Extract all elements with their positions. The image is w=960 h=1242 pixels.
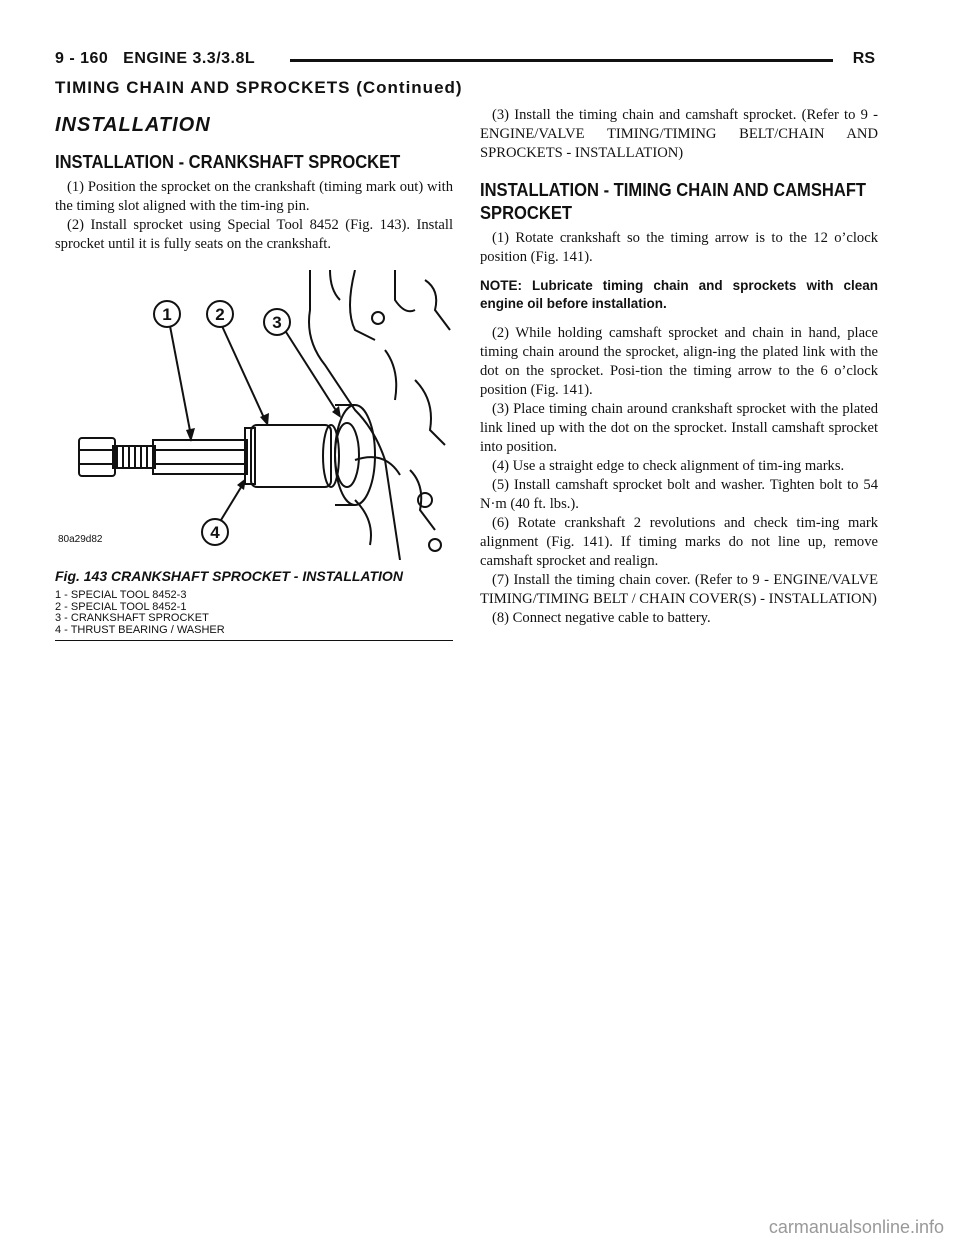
- legend-item: 4 - THRUST BEARING / WASHER: [55, 623, 225, 636]
- legend-item: 2 - SPECIAL TOOL 8452-1: [55, 600, 187, 613]
- paragraph: (2) Install sprocket using Special Tool 8452 (Fig. 143). Install sprocket until it is fully seats on the crankshaft.: [55, 217, 453, 252]
- subheading-crankshaft-sprocket: INSTALLATION - CRANKSHAFT SPROCKET: [55, 152, 401, 172]
- model-code: RS: [852, 50, 875, 67]
- step: (8) Connect negative cable to battery.: [492, 610, 711, 626]
- watermark: carmanualsonline.info: [768, 1217, 944, 1237]
- callout-3: 3: [272, 313, 282, 332]
- step: (6) Rotate crankshaft 2 revolutions and check tim-ing mark alignment (Fig. 141). If timing marks do not line up, remove camshaft sprocket and realign.: [480, 515, 878, 569]
- paragraph: (1) Rotate crankshaft so the timing arrow is to the 12 o’clock position (Fig. 141).: [480, 230, 878, 265]
- callout-2: 2: [215, 305, 225, 324]
- figure-legend: [55, 590, 453, 641]
- legend-item: 1 - SPECIAL TOOL 8452-3: [55, 589, 187, 601]
- note: NOTE: Lubricate timing chain and sprockets with clean engine oil before installation.: [480, 278, 878, 311]
- callout-4: 4: [210, 523, 220, 542]
- paragraph: (3) Install the timing chain and camshaft sprocket. (Refer to 9 - ENGINE/VALVE TIMING/TIMING BELT/CHAIN AND SPROCKETS - INSTALLATION): [480, 107, 878, 161]
- subheading-timing-chain: INSTALLATION - TIMING CHAIN AND CAMSHAFT SPROCKET: [480, 180, 867, 223]
- figure-id: 80a29d82: [58, 534, 103, 545]
- callout-1: 1: [162, 305, 172, 324]
- figure-crankshaft-sprocket: [55, 270, 453, 560]
- continued-title: TIMING CHAIN AND SPROCKETS (Continued): [55, 78, 463, 97]
- figure-caption: Fig. 143 CRANKSHAFT SPROCKET - INSTALLATION: [55, 568, 403, 584]
- step: (4) Use a straight edge to check alignment of tim-ing marks.: [492, 458, 845, 474]
- step: (7) Install the timing chain cover. (Refer to 9 - ENGINE/VALVE TIMING/TIMING BELT / CHAIN COVER(S) - INSTALLATION): [480, 572, 878, 607]
- step: (3) Place timing chain around crankshaft sprocket with the plated link lined up with the dot on the sprocket. Install camshaft sprocket into position.: [480, 401, 878, 455]
- right-column: [480, 108, 878, 628]
- page-number-section: 9 - 160 ENGINE 3.3/3.8L: [55, 50, 256, 67]
- left-column: [55, 108, 453, 641]
- step: (2) While holding camshaft sprocket and chain in hand, place timing chain around the sprocket, align-ing the plated link with the dot on the sprocket. Posi-tion the timing arrow to the 6 o’clock position (Fig. 141).: [480, 325, 878, 398]
- section-heading: INSTALLATION: [55, 114, 211, 136]
- paragraph: (1) Position the sprocket on the crankshaft (timing mark out) with the timing slot aligned with the tim-ing pin.: [55, 179, 453, 214]
- legend-item: 3 - CRANKSHAFT SPROCKET: [55, 612, 209, 624]
- step: (5) Install camshaft sprocket bolt and washer. Tighten bolt to 54 N·m (40 ft. lbs.).: [480, 477, 878, 512]
- header-rule: [290, 59, 833, 62]
- page-header: [55, 50, 875, 72]
- crankshaft-sprocket-illustration: [55, 270, 453, 560]
